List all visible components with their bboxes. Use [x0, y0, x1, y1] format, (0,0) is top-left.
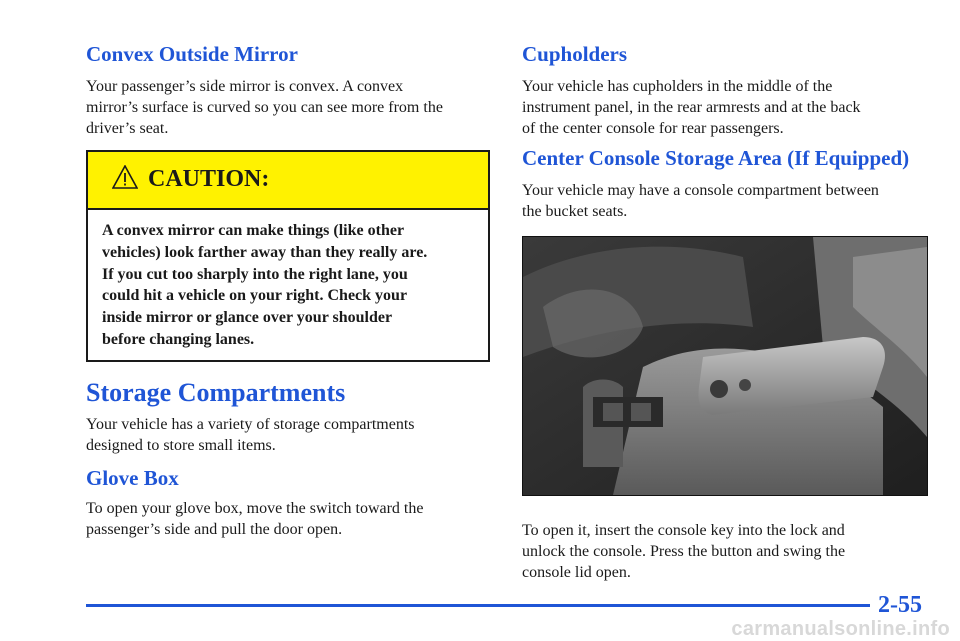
page-number: 2-55	[878, 592, 922, 618]
caution-text: A convex mirror can make things (like other vehicles) look farther away than they really are. If you cut too sharply into the right lane, you could hit a vehicle on your right. Check your inside mirror or glance over your shoulder before changing lanes.	[102, 222, 428, 348]
convex-mirror-heading: Convex Outside Mirror	[86, 42, 298, 66]
warning-triangle-icon	[112, 165, 138, 189]
console-illustration	[523, 237, 927, 495]
footer-rule	[86, 604, 870, 607]
glove-box-heading: Glove Box	[86, 466, 179, 490]
glove-box-text: To open your glove box, move the switch toward the passenger’s side and pull the door open.	[86, 500, 424, 538]
convex-mirror-text: Your passenger’s side mirror is convex. A convex mirror’s surface is curved so you can see more from the driver’s seat.	[86, 78, 443, 137]
storage-compartments-text: Your vehicle has a variety of storage compartments designed to store small items.	[86, 416, 415, 454]
center-console-heading: Center Console Storage Area (If Equipped)	[522, 146, 910, 170]
cupholders-heading: Cupholders	[522, 42, 628, 66]
caution-header	[88, 152, 488, 210]
caution-title: CAUTION:	[148, 166, 270, 192]
center-console-text: Your vehicle may have a console compartment between the bucket seats.	[522, 182, 879, 220]
console-open-instructions: To open it, insert the console key into the lock and unlock the console. Press the button and swing the console lid open.	[522, 522, 846, 581]
storage-compartments-heading: Storage Compartments	[86, 378, 346, 407]
center-console-photo	[522, 236, 928, 496]
watermark: carmanualsonline.info	[731, 618, 950, 640]
cupholders-text: Your vehicle has cupholders in the middle of the instrument panel, in the rear armrests and at the back of the center console for rear passengers.	[522, 78, 861, 137]
caution-box	[86, 150, 490, 362]
